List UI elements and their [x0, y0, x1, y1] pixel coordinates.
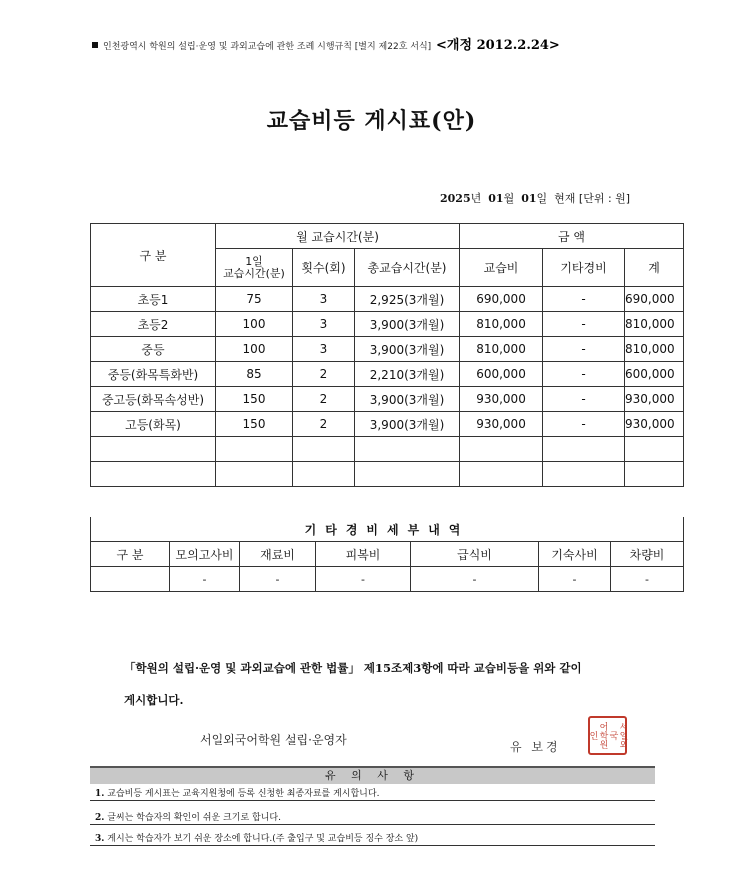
date-suffix: 현재 [단위 : 원]: [554, 192, 631, 205]
empty-row: [91, 462, 684, 487]
other-costs-value: -: [240, 567, 316, 592]
page-title: 교습비등 게시표(안): [266, 108, 477, 134]
revision-date: <개정 2012.2.24>: [436, 38, 560, 53]
header-amount-group: 금 액: [460, 224, 684, 249]
note-item: 1. 교습비등 게시표는 교육지원청에 등록 신청한 최종자료를 게시합니다.: [95, 789, 380, 799]
note-item: 2. 글씨는 학습자의 확인이 쉬운 크기로 합니다.: [95, 813, 281, 823]
table-row: 초등1 75 3 2,925(3개월) 690,000 - 690,000: [91, 287, 684, 312]
square-bullet-icon: [92, 42, 98, 48]
header-sum: 계: [625, 249, 684, 287]
table-row: 고등(화목) 150 2 3,900(3개월) 930,000 - 930,000: [91, 412, 684, 437]
other-costs-header: 재료비: [240, 542, 316, 567]
statement-line-1: 「학원의 설립·운영 및 과외교습에 관한 법률」 제15조제3항에 따라 교습비등을 위와 같이: [124, 661, 582, 675]
other-costs-table: [90, 517, 684, 592]
header-total: 총교습시간(분): [355, 249, 460, 287]
tuition-table: [90, 223, 684, 487]
header-category: 구 분: [91, 224, 216, 287]
empty-row: [91, 437, 684, 462]
header-daily: 1일 교습시간(분): [216, 249, 293, 287]
divider: [90, 824, 655, 825]
statement-line-2: 게시합니다.: [124, 693, 184, 707]
table-row: 중고등(화목속성반) 150 2 3,900(3개월) 930,000 - 930,000: [91, 387, 684, 412]
table-row: 중등(화목특화반) 85 2 2,210(3개월) 600,000 - 600,000: [91, 362, 684, 387]
other-costs-header: 급식비: [411, 542, 539, 567]
other-costs-header: 기숙사비: [539, 542, 611, 567]
statement: [124, 652, 684, 716]
header-other: 기타경비: [543, 249, 625, 287]
header-monthly-group: 월 교습시간(분): [216, 224, 460, 249]
signature-name: 유 보경: [510, 740, 561, 754]
regulation-header: [92, 34, 560, 53]
date-year: 2025: [440, 192, 471, 205]
other-costs-header: 피복비: [316, 542, 411, 567]
date-month: 01: [488, 192, 504, 205]
date-line: 2025년 01월 01일 현재 [단위 : 원]: [440, 192, 631, 205]
note-item: 3. 게시는 학습자가 보기 쉬운 장소에 합니다.(주 출입구 및 교습비등 징수 장소 앞): [95, 834, 419, 844]
other-costs-header: 차량비: [611, 542, 684, 567]
regulation-text: 인천광역시 학원의 설립·운영 및 과외교습에 관한 조례 시행규칙 [별지 제22호 서식]: [103, 42, 432, 52]
other-costs-value: -: [316, 567, 411, 592]
other-costs-value: -: [539, 567, 611, 592]
other-costs-header: 구 분: [91, 542, 170, 567]
notes-heading: 유 의 사 항: [90, 766, 655, 784]
header-tuition: 교습비: [460, 249, 543, 287]
divider: [90, 800, 655, 801]
divider: [90, 845, 655, 846]
official-seal-icon: 서일외국 어학원인: [588, 716, 627, 755]
signature-org: 서일외국어학원 설립·운영자: [200, 733, 347, 747]
other-costs-value: -: [411, 567, 539, 592]
other-costs-value: -: [611, 567, 684, 592]
table-row: 초등2 100 3 3,900(3개월) 810,000 - 810,000: [91, 312, 684, 337]
date-day: 01: [521, 192, 537, 205]
table-row: 중등 100 3 3,900(3개월) 810,000 - 810,000: [91, 337, 684, 362]
other-costs-caption: 기타경비세부내역: [91, 517, 684, 542]
other-costs-header: 모의고사비: [170, 542, 240, 567]
other-costs-value: -: [170, 567, 240, 592]
header-times: 횟수(회): [293, 249, 355, 287]
